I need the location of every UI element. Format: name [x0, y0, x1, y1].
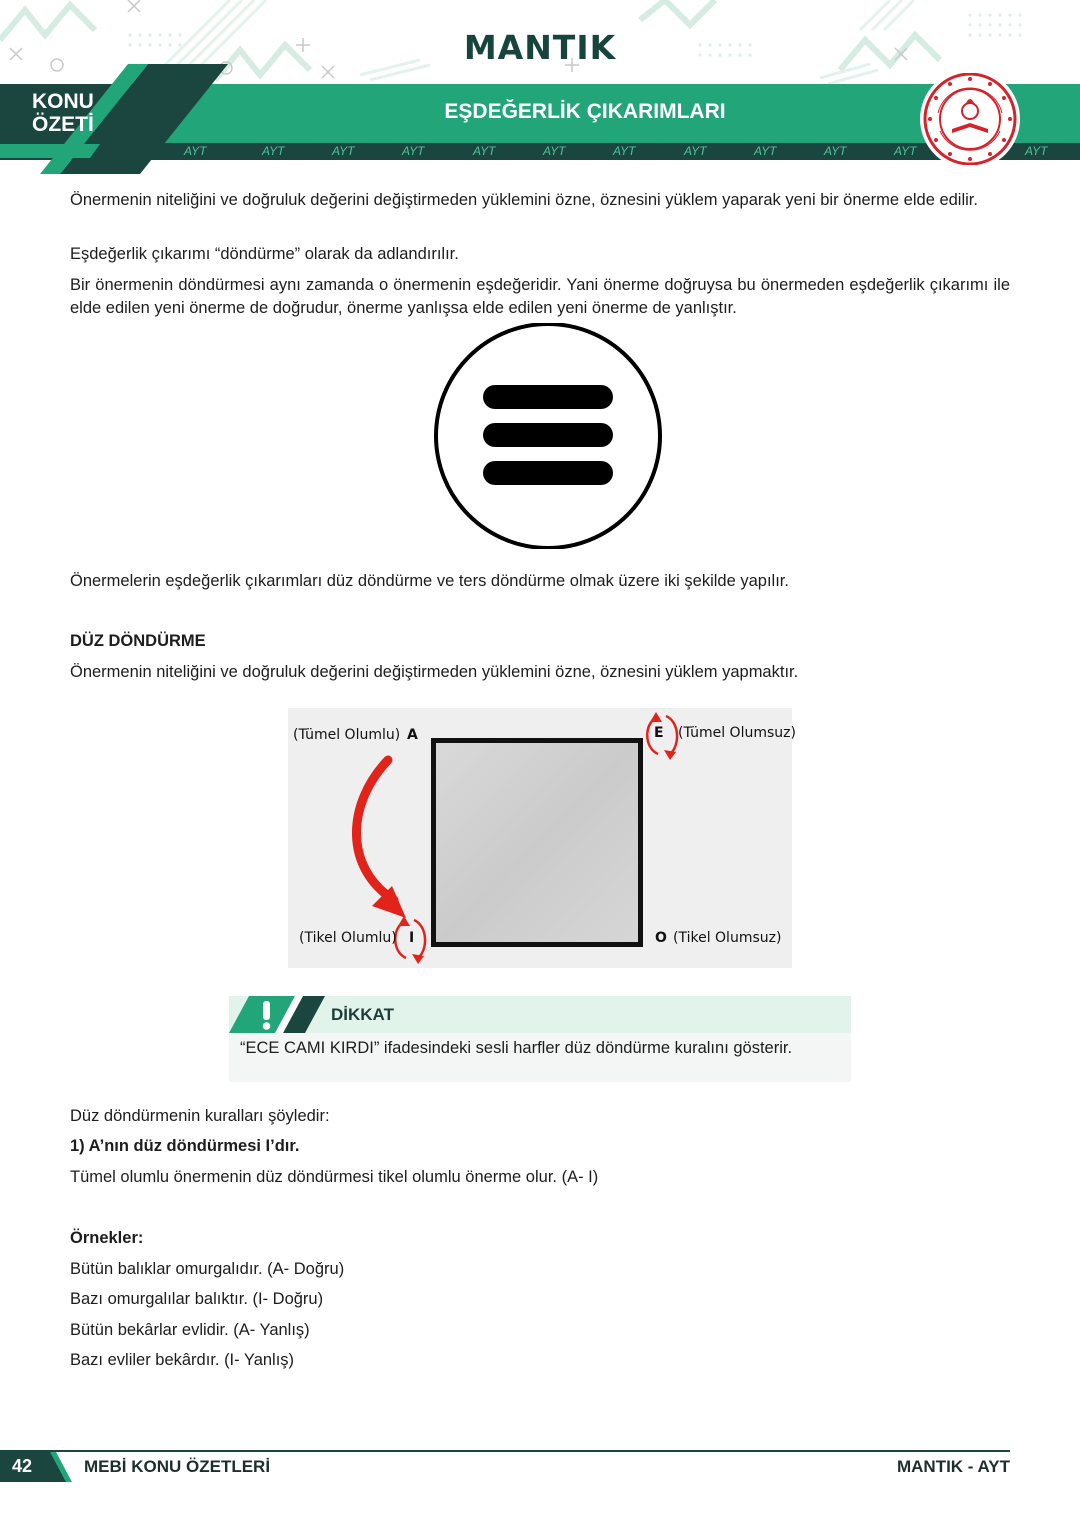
square-of-opposition-diagram	[288, 708, 796, 968]
letter-e: E	[654, 725, 664, 741]
footer-rule	[0, 1450, 1010, 1452]
footer-series-title: MEBİ KONU ÖZETLERİ	[84, 1457, 271, 1476]
page-number-badge	[0, 1452, 72, 1482]
examples-heading: Örnekler:	[70, 1229, 144, 1247]
rules-intro: Düz döndürmenin kuralları şöyledir:	[70, 1107, 330, 1125]
tumel-olumlu-label: (Tümel Olumlu)	[293, 727, 401, 743]
letter-o: O	[655, 930, 667, 946]
intro-paragraph-3: Bir önermenin döndürmesi aynı zamanda o önermenin eşdeğeridir. Yani önerme doğruysa bu önermeden eşdeğerlik çıkarımı ile elde edilen yeni önerme de doğrudur, önerme yanlışsa elde edilen yeni önerme de yanlıştır.	[70, 276, 1010, 317]
ozeti-label: ÖZETİ	[32, 113, 94, 136]
ayt-strip-label: AYT	[473, 144, 496, 158]
letter-a: A	[407, 727, 418, 743]
ayt-strip-label: AYT	[1025, 144, 1048, 158]
ayt-strip-label: AYT	[262, 144, 285, 158]
dikkat-text: “ECE CAMI KIRDI” ifadesindeki sesli harfler düz döndürme kuralını gösterir.	[240, 1039, 793, 1057]
equivalence-icon	[433, 323, 663, 549]
section-title: EŞDEĞERLİK ÇIKARIMLARI	[444, 100, 726, 123]
intro-paragraph-1: Önermenin niteliğini ve doğruluk değerini değiştirmeden yüklemini özne, öznesini yüklem yaparak yeni bir önerme elde edilir.	[70, 191, 978, 209]
conversion-arrows	[288, 708, 792, 968]
konu-ozeti-label	[32, 90, 94, 136]
letter-i: I	[409, 930, 415, 946]
duz-definition: Önermenin niteliğini ve doğruluk değerini değiştirmeden yüklemini özne, öznesini yüklem yapmaktır.	[70, 663, 799, 681]
footer-subject: MANTIK - AYT	[896, 1457, 1010, 1476]
tikel-olumsuz-label: (Tikel Olumsuz)	[673, 930, 782, 946]
example-item: Bazı evliler bekârdır. (I- Yanlış)	[70, 1351, 295, 1369]
dikkat-box	[229, 996, 851, 1082]
ayt-strip-label: AYT	[613, 144, 636, 158]
example-item: Bütün bekârlar evlidir. (A- Yanlış)	[70, 1321, 310, 1339]
ayt-strip-label: AYT	[684, 144, 707, 158]
ministry-seal-icon	[916, 73, 1024, 165]
ayt-strip-label: AYT	[824, 144, 847, 158]
ayt-strip-label: AYT	[332, 144, 355, 158]
tumel-olumsuz-label: (Tümel Olumsuz)	[678, 725, 796, 741]
rule-1-text: Tümel olumlu önermenin düz döndürmesi tikel olumlu önerme olur. (A- I)	[70, 1168, 599, 1186]
intro-paragraph-2: Eşdeğerlik çıkarımı “döndürme” olarak da adlandırılır.	[70, 245, 459, 263]
ayt-strip-label: AYT	[894, 144, 917, 158]
ayt-strip-label: AYT	[754, 144, 777, 158]
ayt-strip-label: AYT	[543, 144, 566, 158]
brand-title: MANTIK	[463, 28, 617, 67]
example-item: Bazı omurgalılar balıktır. (I- Doğru)	[70, 1290, 324, 1308]
tikel-olumlu-label: (Tikel Olumlu)	[299, 930, 397, 946]
dikkat-title: DİKKAT	[331, 1005, 394, 1024]
intro-paragraph-4: Önermelerin eşdeğerlik çıkarımları düz döndürme ve ters döndürme olmak üzere iki şekilde yapılır.	[70, 572, 789, 590]
exclamation-icon	[229, 996, 329, 1033]
rule-1-heading: 1) A’nın düz döndürmesi I’dır.	[70, 1137, 300, 1155]
konu-label: KONU	[32, 90, 94, 113]
duz-heading: DÜZ DÖNDÜRME	[70, 632, 206, 650]
ayt-strip-label: AYT	[402, 144, 425, 158]
example-item: Bütün balıklar omurgalıdır. (A- Doğru)	[70, 1260, 345, 1278]
ayt-strip-label: AYT	[184, 144, 207, 158]
page-number: 42	[12, 1456, 33, 1476]
